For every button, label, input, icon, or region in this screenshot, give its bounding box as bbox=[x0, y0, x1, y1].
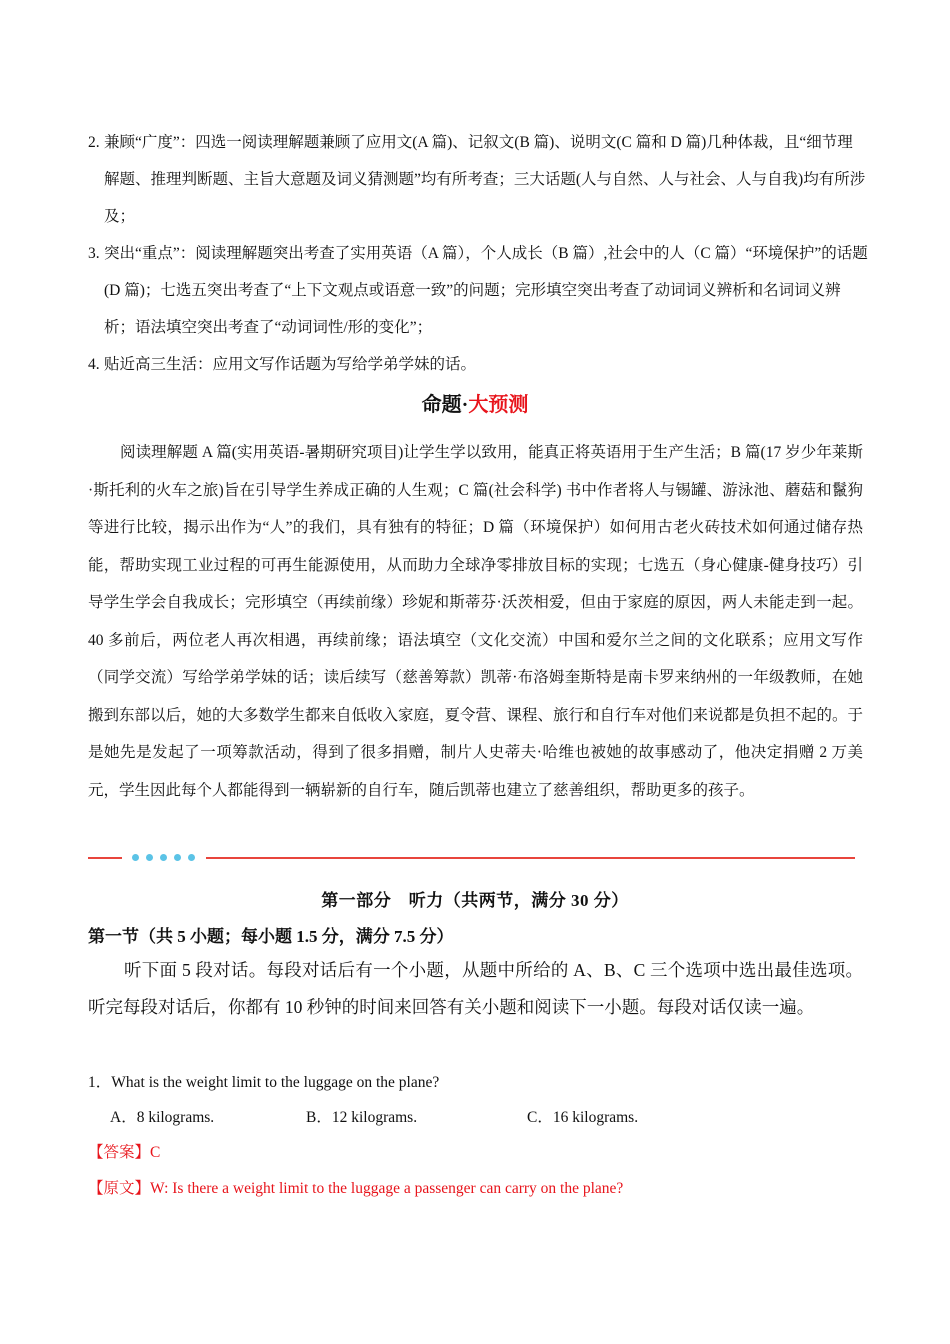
list-item-number: 2. bbox=[88, 134, 100, 151]
option-b: B．12 kilograms. bbox=[306, 1109, 418, 1126]
listening-instructions: 听下面 5 段对话。每段对话后有一个小题，从题中所给的 A、B、C 三个选项中选出最佳选项。听完每段对话后，你都有 10 秒钟的时间来回答有关小题和阅读下一小题。每段对话仅读一遍。 bbox=[88, 960, 863, 1017]
question-text: 1．What is the weight limit to the luggage on the plane? bbox=[88, 1074, 440, 1091]
list-item-text: 突出“重点”：阅读理解题突出考查了实用英语（A 篇），个人成长（B 篇）,社会中的人（C 篇）“环境保护”的话题(D 篇)；七选五突出考查了“上下文观点或语意一致”的问题；完形填空突出考查了动词词义辨析和名词词义辨析；语法填空突出考查了“动词词性/形的变化”； bbox=[104, 245, 868, 336]
divider-dot bbox=[188, 854, 195, 861]
prediction-paragraph: 阅读理解题 A 篇(实用英语-暑期研究项目)让学生学以致用，能真正将英语用于生产生活；B 篇(17 岁少年莱斯·斯托利的火车之旅)旨在引导学生养成正确的人生观；C 篇(社会科学) 书中作者将人与锡罐、游泳池、蘑菇和鬣狗等进行比较，揭示出作为“人”的我们，具有独有的特征；D 篇（环境保护）如何用古老火砖技术如何通过储存热能，帮助实现工业过程的可再生能源使用，从而助力全球净零排放目标的实现；七选五（身心健康-健身技巧）引导学生学会自我成长；完形填空（再续前缘）珍妮和斯蒂芬·沃茨相爱，但由于家庭的原因，两人未能走到一起。40 多前后，两位老人再次相遇，再续前缘；语法填空（文化交流）中国和爱尔兰之间的文化联系；应用文写作（同学交流）写给学弟学妹的话；读后续写（慈善筹款）凯蒂·布洛姆奎斯特是南卡罗来纳州的一年级教师，在她搬到东部以后，她的大多数学生都来自低收入家庭，夏令营、课程、旅行和自行车对他们来说都是负担不起的。于是她先是发起了一项筹款活动，得到了很多捐赠，制片人史蒂夫·哈维也被她的故事感动了，他决定捐赠 2 万美元，学生因此每个人都能得到一辆崭新的自行车，随后凯蒂也建立了慈善组织，帮助更多的孩子。 bbox=[88, 444, 864, 799]
transcript-line bbox=[88, 1176, 623, 1198]
list-item bbox=[88, 235, 868, 346]
section-heading: 第一节（共 5 小题；每小题 1.5 分，满分 7.5 分） bbox=[88, 927, 454, 946]
decorative-divider bbox=[88, 851, 855, 865]
option-a: A．8 kilograms. bbox=[110, 1109, 215, 1126]
list-item bbox=[88, 124, 868, 235]
divider-dot bbox=[174, 854, 181, 861]
list-item bbox=[88, 346, 868, 383]
section-title-highlight: 大预测 bbox=[468, 394, 529, 416]
list-item-number: 3. bbox=[88, 245, 100, 262]
section-title bbox=[0, 388, 950, 417]
list-item-number: 4. bbox=[88, 356, 100, 373]
list-item-text: 兼顾“广度”：四选一阅读理解题兼顾了应用文(A 篇)、记叙文(B 篇)、说明文(C 篇和 D 篇)几种体裁，且“细节理解题、推理判断题、主旨大意题及词义猜测题”均有所考查；三大话题(人与自然、人与社会、人与自我)均有所涉及； bbox=[104, 134, 866, 225]
divider-line-left bbox=[88, 857, 122, 859]
list-item-text: 贴近高三生活：应用文写作话题为写给学弟学妹的话。 bbox=[104, 356, 477, 373]
analysis-list bbox=[88, 124, 868, 383]
part-title: 第一部分 听力（共两节，满分 30 分） bbox=[321, 891, 629, 910]
transcript-label: 【原文】 bbox=[88, 1180, 151, 1197]
option-c: C．16 kilograms. bbox=[527, 1109, 639, 1126]
transcript-text: W: Is there a weight limit to the luggage a passenger can carry on the plane? bbox=[150, 1180, 624, 1197]
divider-line-right bbox=[206, 857, 855, 859]
divider-dot bbox=[132, 854, 139, 861]
answer-line bbox=[88, 1140, 160, 1162]
answer-value: C bbox=[150, 1144, 161, 1161]
divider-dot bbox=[160, 854, 167, 861]
section-title-prefix: 命题· bbox=[421, 394, 469, 416]
divider-dot bbox=[146, 854, 153, 861]
answer-label: 【答案】 bbox=[88, 1144, 151, 1161]
